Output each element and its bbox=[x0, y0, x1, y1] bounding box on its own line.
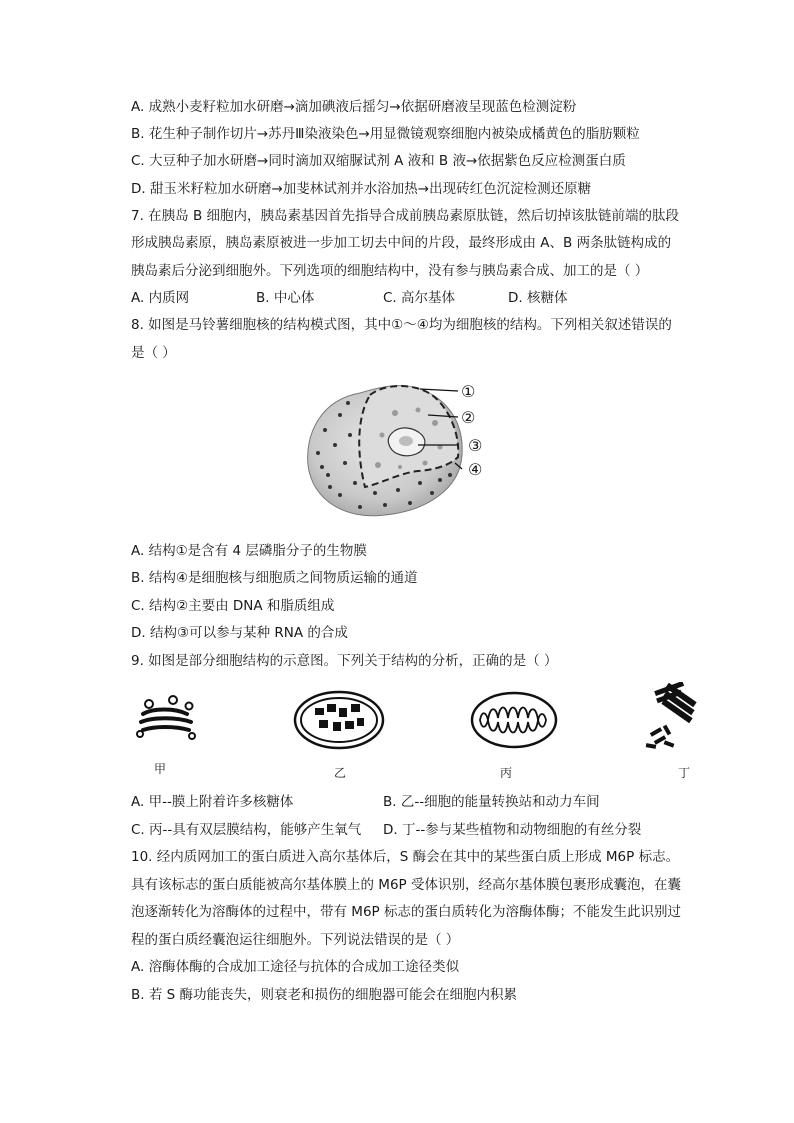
caption-yi: 乙 bbox=[334, 766, 347, 780]
q6-option-b: B. 花生种子制作切片→苏丹Ⅲ染液染色→用显微镜观察细胞内被染成橘黄色的脂肪颗粒 bbox=[131, 126, 640, 142]
q10-stem-line4: 程的蛋白质经囊泡运往细胞外。下列说法错误的是（ ） bbox=[131, 932, 460, 948]
q8-option-d: D. 结构③可以参与某种 RNA 的合成 bbox=[131, 625, 348, 641]
nucleus-label-1: ① bbox=[461, 382, 476, 401]
q7-stem-line2: 形成胰岛素原，胰岛素原被进一步加工切去中间的片段，最终形成由 A、B 两条肽链构成的 bbox=[131, 235, 672, 251]
q10-stem-line2: 具有该标志的蛋白质能被高尔基体膜上的 M6P 受体识别，经高尔基体膜包裹形成囊泡，在囊 bbox=[131, 877, 681, 893]
caption-jia: 甲 bbox=[154, 762, 167, 776]
q6-option-d: D. 甜玉米籽粒加水研磨→加斐林试剂并水浴加热→出现砖红色沉淀检测还原糖 bbox=[131, 181, 592, 197]
q9-option-d: D. 丁--参与某些植物和动物细胞的有丝分裂 bbox=[383, 822, 642, 838]
q7-stem-line1: 7. 在胰岛 B 细胞内，胰岛素基因首先指导合成前胰岛素原肽链，然后切掉该肽链前端的肽段 bbox=[131, 208, 680, 224]
caption-bing: 丙 bbox=[500, 766, 513, 780]
q8-option-a: A. 结构①是含有 4 层磷脂分子的生物膜 bbox=[131, 543, 367, 559]
nucleus-label-3: ③ bbox=[468, 436, 483, 455]
caption-ding: 丁 bbox=[678, 766, 691, 780]
golgi-figure bbox=[135, 690, 197, 745]
q10-option-a: A. 溶酶体酶的合成加工途径与抗体的合成加工途径类似 bbox=[131, 959, 460, 975]
q7-option-b: B. 中心体 bbox=[256, 290, 315, 306]
q9-option-c: C. 丙--具有双层膜结构，能够产生氧气 bbox=[131, 822, 362, 838]
q7-option-d: D. 核糖体 bbox=[508, 290, 568, 306]
q8-stem-line1: 8. 如图是马铃薯细胞核的结构模式图，其中①～④均为细胞核的结构。下列相关叙述错误的 bbox=[131, 317, 672, 333]
nucleus-label-2: ② bbox=[461, 408, 476, 427]
q8-option-b: B. 结构④是细胞核与细胞质之间物质运输的通道 bbox=[131, 570, 418, 586]
q9-option-b: B. 乙--细胞的能量转换站和动力车间 bbox=[383, 794, 600, 810]
q8-option-c: C. 结构②主要由 DNA 和脂质组成 bbox=[131, 598, 335, 614]
q7-stem-line3: 胰岛素后分泌到细胞外。下列选项的细胞结构中，没有参与胰岛素合成、加工的是（ ） bbox=[131, 263, 649, 279]
q10-stem-line1: 10. 经内质网加工的蛋白质进入高尔基体后，S 酶会在其中的某些蛋白质上形成 M6P 标志。 bbox=[131, 849, 680, 865]
q8-stem-line2: 是（ ） bbox=[131, 345, 176, 361]
q10-option-b: B. 若 S 酶功能丧失，则衰老和损伤的细胞器可能会在细胞内积累 bbox=[131, 987, 517, 1003]
chloroplast-figure bbox=[293, 690, 385, 750]
q7-option-a: A. 内质网 bbox=[131, 290, 190, 306]
mitochondrion-figure bbox=[470, 690, 558, 750]
q10-stem-line3: 泡逐渐转化为溶酶体的过程中，带有 M6P 标志的蛋白质转化为溶酶体酶；不能发生此识别过 bbox=[131, 904, 681, 920]
q9-option-a: A. 甲--膜上附着许多核糖体 bbox=[131, 794, 294, 810]
q6-option-a: A. 成熟小麦籽粒加水研磨→滴加碘液后摇匀→依据研磨液呈现蓝色检测淀粉 bbox=[131, 99, 577, 115]
q7-option-c: C. 高尔基体 bbox=[383, 290, 456, 306]
centrosome-figure bbox=[640, 682, 720, 756]
q6-option-c: C. 大豆种子加水研磨→同时滴加双缩脲试剂 A 液和 B 液→依据紫色反应检测蛋白质 bbox=[131, 153, 626, 169]
q9-stem: 9. 如图是部分细胞结构的示意图。下列关于结构的分析，正确的是（ ） bbox=[131, 653, 558, 669]
nucleus-label-4: ④ bbox=[468, 460, 483, 479]
